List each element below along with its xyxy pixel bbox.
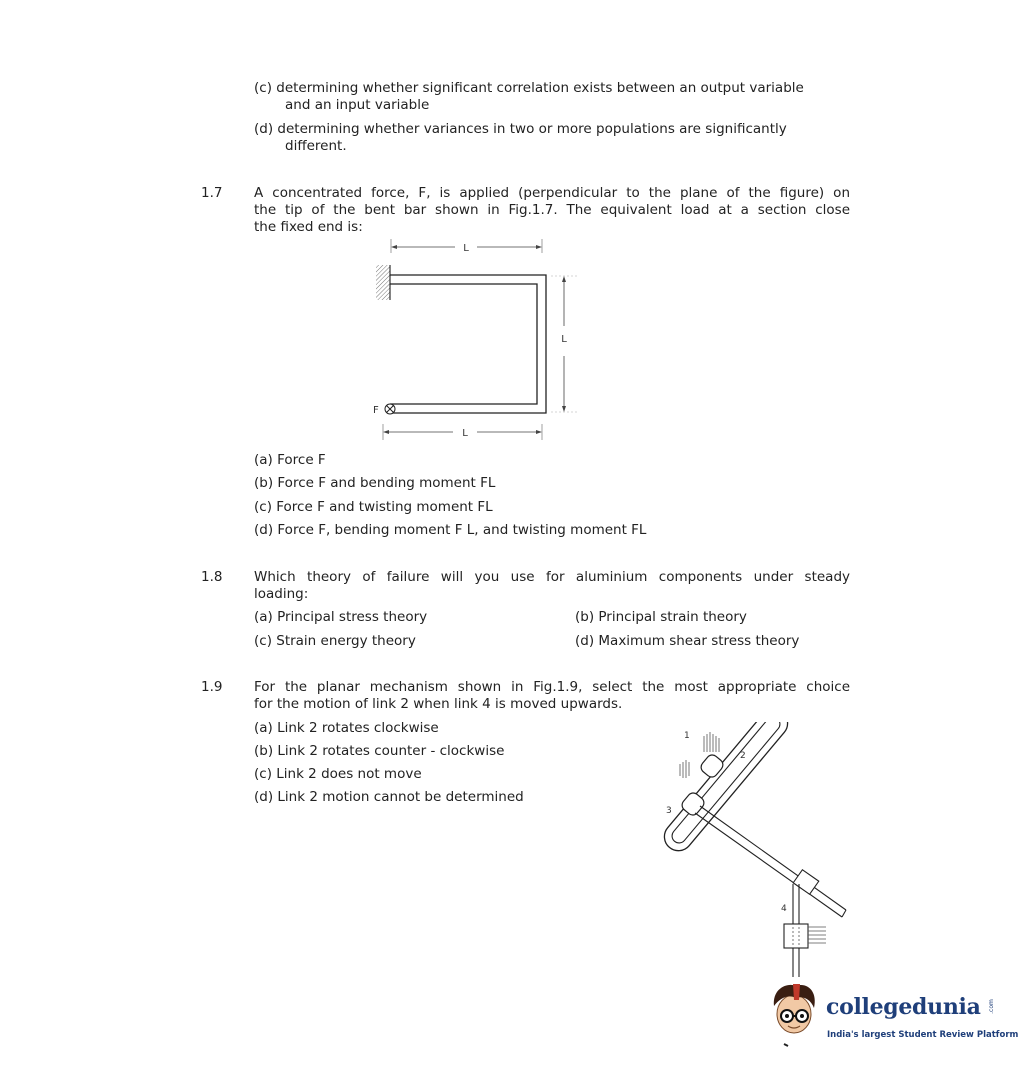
q19-option-c: (c) Link 2 does not move: [254, 766, 422, 782]
q17-option-d: (d) Force F, bending moment F L, and twisting moment FL: [254, 522, 647, 538]
q19-option-d: (d) Link 2 motion cannot be determined: [254, 789, 524, 805]
figure-1-9-mechanism: [660, 722, 860, 982]
fixed-support-hatch: [376, 265, 390, 300]
q16-option-d-line1: (d) determining whether variances in two or more populations are significantly: [254, 121, 787, 137]
q19-text-line1: For the planar mechanism shown in Fig.1.9, select the most appropriate choice: [254, 679, 850, 695]
pin-block-3: [680, 791, 707, 818]
collegedunia-mascot-icon: [766, 980, 826, 1050]
slotted-link-2: [660, 722, 793, 856]
q19-text-line2: for the motion of link 2 when link 4 is moved upwards.: [254, 696, 623, 712]
watermark-brand: collegedunia: [826, 994, 981, 1020]
question-number-1-8: 1.8: [201, 569, 223, 585]
q17-text-line2: the tip of the bent bar shown in Fig.1.7. The equivalent load at a section close: [254, 202, 850, 218]
watermark-tagline: India's largest Student Review Platform: [827, 1030, 1019, 1040]
q16-option-d-line2: different.: [285, 138, 347, 154]
mechanism-label-3: 3: [666, 806, 672, 816]
ground-hatch-top: [704, 732, 719, 752]
q18-text-line1: Which theory of failure will you use for aluminium components under steady: [254, 569, 850, 585]
bent-bar-inner: [390, 284, 537, 404]
q18-option-c: (c) Strain energy theory: [254, 633, 416, 649]
force-label: F: [373, 405, 379, 416]
q18-text-line2: loading:: [254, 586, 309, 602]
collar-block: [793, 870, 819, 895]
watermark-suffix: .com: [987, 999, 995, 1014]
guide-hatch: [808, 927, 826, 943]
dim-bottom-label: L: [462, 428, 468, 439]
q18-option-a: (a) Principal stress theory: [254, 609, 428, 625]
mechanism-label-2: 2: [740, 751, 746, 761]
dim-top-label: L: [463, 243, 469, 254]
dim-right-label: L: [561, 334, 567, 345]
q17-text-line1: A concentrated force, F, is applied (perpendicular to the plane of the figure) on: [254, 185, 850, 201]
q18-option-b: (b) Principal strain theory: [575, 609, 747, 625]
guide-box: [784, 924, 808, 948]
q16-option-c-line1: (c) determining whether significant correlation exists between an output variable: [254, 80, 804, 96]
q17-option-a: (a) Force F: [254, 452, 326, 468]
q17-option-b: (b) Force F and bending moment FL: [254, 475, 496, 491]
question-number-1-7: 1.7: [201, 185, 223, 201]
q19-option-b: (b) Link 2 rotates counter - clockwise: [254, 743, 505, 759]
q18-option-d: (d) Maximum shear stress theory: [575, 633, 800, 649]
q16-option-c-line2: and an input variable: [285, 97, 430, 113]
ground-hatch-left: [680, 760, 689, 778]
q19-option-a: (a) Link 2 rotates clockwise: [254, 720, 439, 736]
q17-option-c: (c) Force F and twisting moment FL: [254, 499, 493, 515]
mechanism-label-4: 4: [781, 904, 787, 914]
question-number-1-9: 1.9: [201, 679, 223, 695]
bent-bar-outer: [390, 275, 546, 413]
mechanism-label-1: 1: [684, 731, 690, 741]
q17-text-line3: the fixed end is:: [254, 219, 363, 235]
figure-1-7-bent-bar: [365, 236, 590, 446]
